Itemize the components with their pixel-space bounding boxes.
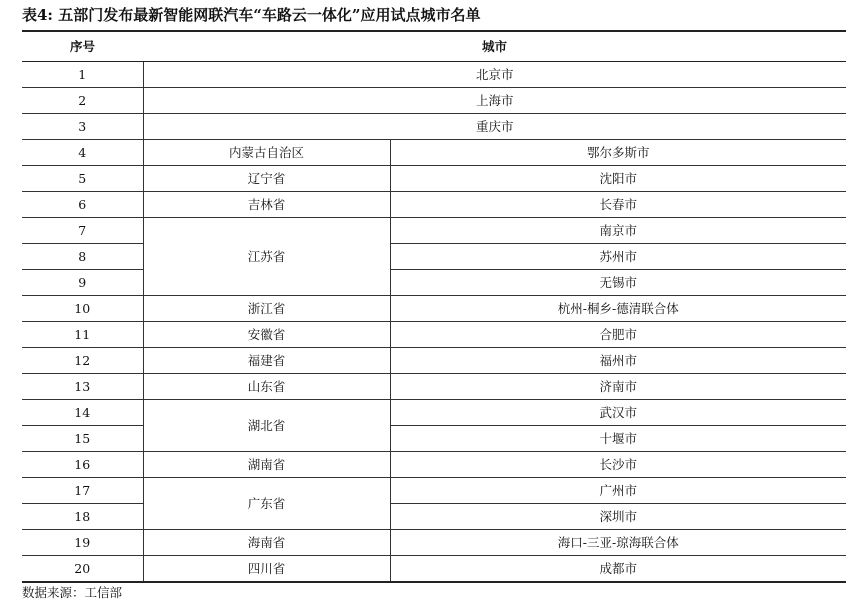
row-province: 湖南省: [143, 452, 390, 478]
table-row: [22, 192, 846, 218]
row-city: 十堰市: [390, 426, 846, 452]
table-row: [22, 218, 846, 244]
pilot-city-table: [22, 33, 846, 583]
row-city: 杭州-桐乡-德清联合体: [390, 296, 846, 322]
table-row: [22, 166, 846, 192]
row-no: 9: [22, 270, 143, 296]
row-no: 2: [22, 88, 143, 114]
row-province: 福建省: [143, 348, 390, 374]
row-no: 1: [22, 62, 143, 88]
row-province: 广东省: [143, 478, 390, 530]
row-no: 14: [22, 400, 143, 426]
table-row: [22, 400, 846, 426]
table-row: [22, 140, 846, 166]
row-city: 广州市: [390, 478, 846, 504]
row-province: 四川省: [143, 556, 390, 583]
row-province: 吉林省: [143, 192, 390, 218]
row-no: 18: [22, 504, 143, 530]
row-no: 3: [22, 114, 143, 140]
row-province: 内蒙古自治区: [143, 140, 390, 166]
table-title: 表4: 五部门发布最新智能网联汽车“车路云一体化”应用试点城市名单: [22, 6, 481, 24]
row-no: 7: [22, 218, 143, 244]
table-row: [22, 348, 846, 374]
row-city: 重庆市: [143, 114, 846, 140]
row-city: 长春市: [390, 192, 846, 218]
row-city: 福州市: [390, 348, 846, 374]
row-city: 沈阳市: [390, 166, 846, 192]
row-no: 20: [22, 556, 143, 583]
top-rule: [22, 30, 846, 32]
header-city: 城市: [143, 33, 846, 62]
table-row: [22, 322, 846, 348]
row-no: 10: [22, 296, 143, 322]
row-city: 成都市: [390, 556, 846, 583]
row-city: 北京市: [143, 62, 846, 88]
row-city: 鄂尔多斯市: [390, 140, 846, 166]
row-city: 济南市: [390, 374, 846, 400]
header-no: 序号: [22, 33, 143, 62]
row-no: 12: [22, 348, 143, 374]
row-no: 11: [22, 322, 143, 348]
row-no: 17: [22, 478, 143, 504]
row-province: 浙江省: [143, 296, 390, 322]
row-no: 19: [22, 530, 143, 556]
row-no: 16: [22, 452, 143, 478]
table-row: [22, 374, 846, 400]
table-row: [22, 478, 846, 504]
row-province: 辽宁省: [143, 166, 390, 192]
row-no: 8: [22, 244, 143, 270]
row-city: 苏州市: [390, 244, 846, 270]
table-row: [22, 296, 846, 322]
table-row: [22, 452, 846, 478]
row-province: 湖北省: [143, 400, 390, 452]
row-city: 上海市: [143, 88, 846, 114]
row-city: 南京市: [390, 218, 846, 244]
row-city: 长沙市: [390, 452, 846, 478]
row-province: 海南省: [143, 530, 390, 556]
table-row: [22, 62, 846, 88]
row-city: 无锡市: [390, 270, 846, 296]
row-city: 海口-三亚-琼海联合体: [390, 530, 846, 556]
row-no: 13: [22, 374, 143, 400]
row-city: 深圳市: [390, 504, 846, 530]
row-province: 山东省: [143, 374, 390, 400]
row-no: 5: [22, 166, 143, 192]
row-city: 武汉市: [390, 400, 846, 426]
row-no: 15: [22, 426, 143, 452]
row-city: 合肥市: [390, 322, 846, 348]
row-province: 江苏省: [143, 218, 390, 296]
row-no: 4: [22, 140, 143, 166]
table-row: [22, 88, 846, 114]
source-note: 数据来源：工信部: [22, 585, 123, 600]
table-row: [22, 114, 846, 140]
row-no: 6: [22, 192, 143, 218]
table-row: [22, 530, 846, 556]
table-row: [22, 556, 846, 583]
row-province: 安徽省: [143, 322, 390, 348]
header-row: [22, 33, 846, 62]
